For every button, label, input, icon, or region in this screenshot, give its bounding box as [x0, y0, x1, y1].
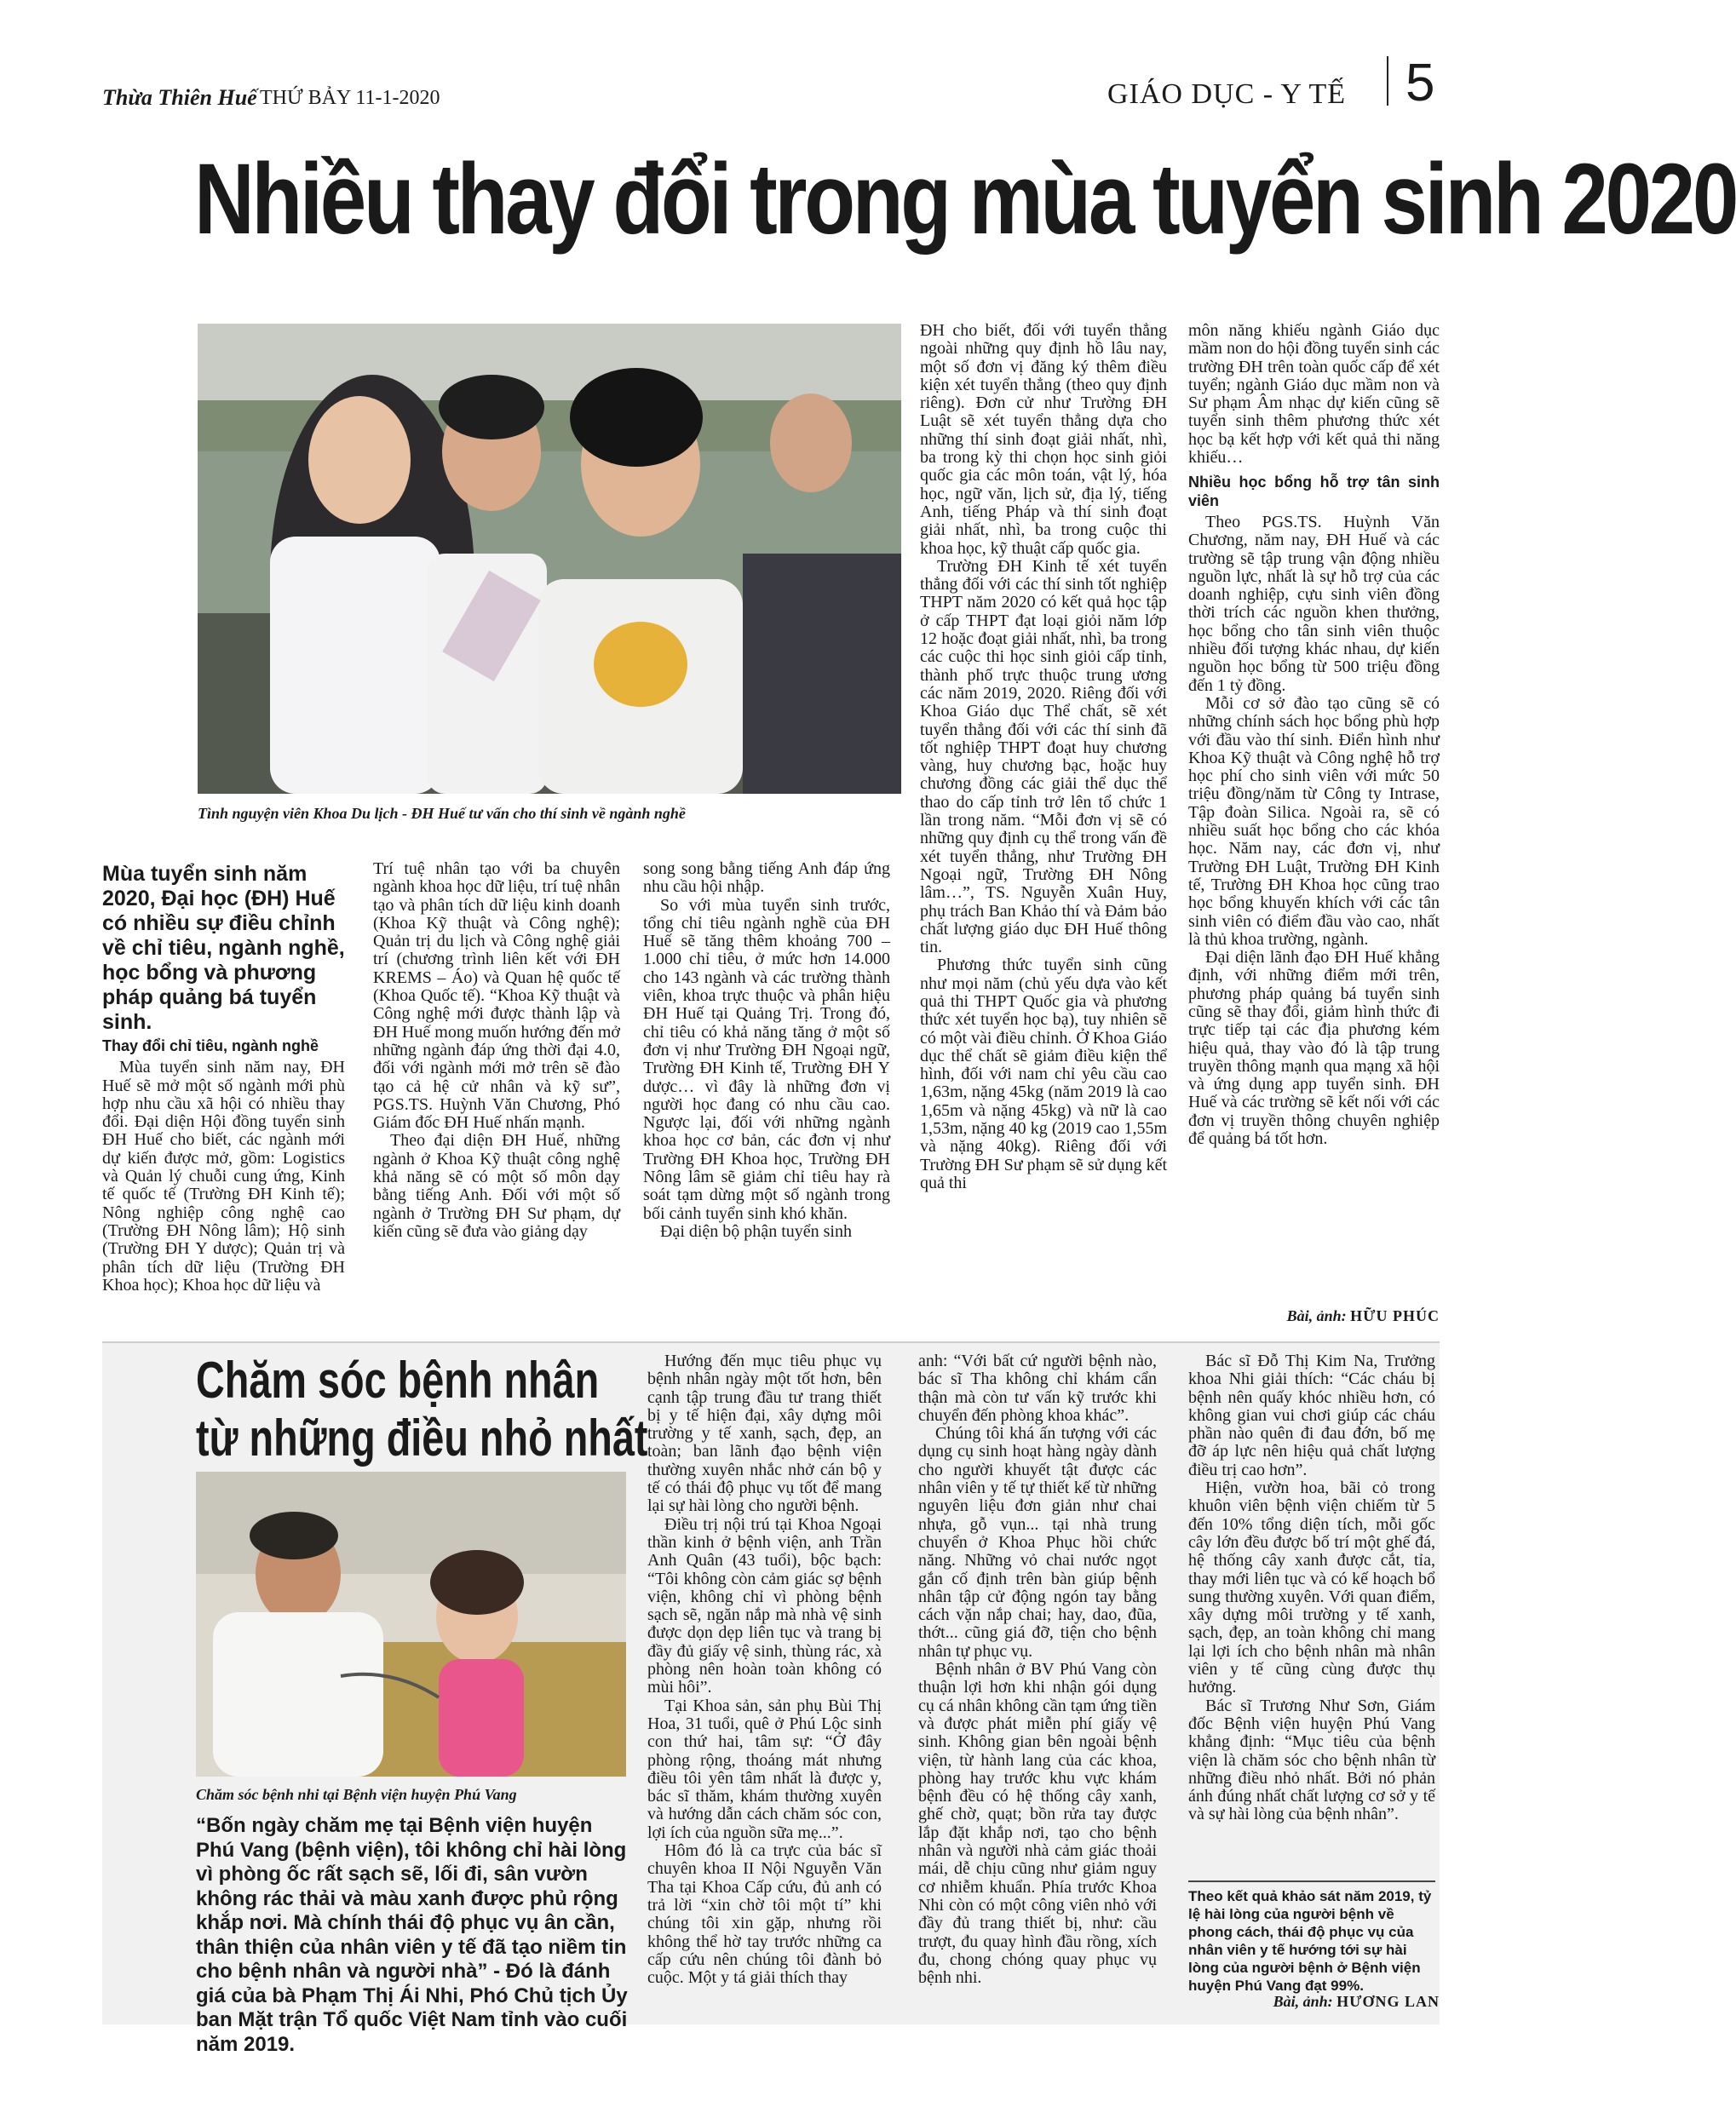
- main-column-1: [102, 1031, 345, 1329]
- box-title-line-1: Chăm sóc bệnh nhân: [196, 1352, 600, 1409]
- header-divider: [1387, 56, 1388, 106]
- box-quote: “Bốn ngày chăm mẹ tại Bệnh viện huyện Phú Vang (bệnh viện), tôi không chỉ hài lòng vì phòng ốc rất sạch sẽ, lối đi, sân vườn không rác thải và màu xanh được phủ rộng khắp nơi. Mà chính thái độ phục vụ ân cần, thân thiện của nhân viên y tế đã tạo niềm tin cho bệnh nhân và người nhà” - Đó là đánh giá của bà Phạm Thị Ái Nhi, Phó Chủ tịch Ủy ban Mặt trận Tổ quốc Việt Nam tỉnh vào cuối năm 2019.: [196, 1814, 628, 2056]
- main-col2-p2: Theo đại diện ĐH Huế, những ngành ở Khoa Kỹ thuật công nghệ khả năng sẽ có một số môn dạy bằng tiếng Anh. Đối với một số ngành ở Trường ĐH Sư phạm, dự kiến cũng sẽ đưa vào giảng dạy: [373, 1131, 620, 1241]
- box-col2-p3: Bệnh nhân ở BV Phú Vang còn thuận lợi hơn khi nhận gói dụng cụ cá nhân không cần tạm ứng tiền và được phát miễn phí giấy vệ sinh. Không gian bên ngoài bệnh viện, từ hành lang của các khoa, phòng hay trước khu vực khám bệnh đều có hệ thống cây xanh, ghế chờ, quạt; bồn rửa tay được lắp đặt khắp nơi, tạo cho bệnh nhân và người nhà cảm giác thoải mái, dễ chịu cũng như giảm nguy cơ nhiễm khuẩn. Phía trước Khoa Nhi còn có một công viên nhỏ với đầy đủ trang thiết bị, như: cầu trượt, đu quay hình đầu rồng, xích đu, chong chóng quay phục vụ bệnh nhi.: [918, 1660, 1157, 1988]
- main-photo: [198, 324, 901, 794]
- box-photo: [196, 1472, 626, 1777]
- main-col5-p4: Đại diện lãnh đạo ĐH Huế khẳng định, với những điểm mới trên, phương pháp quảng bá tuyển sinh cũng sẽ thay đổi, giảm hình thức đi trực tiếp tại các địa phương kém hiệu quả, thay vào đó là tập trung truyền thông mạnh qua mạng xã hội và ứng dụng app tuyển sinh. ĐH Huế và các trường sẽ kết nối với các đơn vị truyền thông chuyên nghiệp để quảng bá tốt hơn.: [1188, 948, 1440, 1149]
- main-col2-p1: Trí tuệ nhân tạo với ba chuyên ngành khoa học dữ liệu, trí tuệ nhân tạo và phân tích dữ liệu kinh doanh (Khoa Kỹ thuật và Công nghệ); Quản trị du lịch và Công nghệ giải trí (chương trình liên kết với ĐH KREMS – Áo) và Quan hệ quốc tế (Khoa Quốc tế). “Khoa Kỹ thuật và Công nghệ mới được thành lập và ĐH Huế mong muốn hướng đến mở những ngành đáp ứng thời đại 4.0, đối với ngành mới mở trên sẽ đào tạo cả hệ cử nhân và kỹ sư”, PGS.TS. Huỳnh Văn Chương, Phó Giám đốc ĐH Huế nhấn mạnh.: [373, 859, 620, 1133]
- survey-note: Theo kết quả khảo sát năm 2019, tỷ lệ hài lòng của người bệnh về phong cách, thái độ phục vụ của nhân viên y tế hướng tới sự hài lòng của người bệnh ở Bệnh viện huyện Phú Vang đạt 99%.: [1188, 1888, 1432, 1994]
- box-column-1: [647, 1352, 882, 2008]
- box-photo-caption: Chăm sóc bệnh nhi tại Bệnh viện huyện Phú Vang: [196, 1786, 517, 1803]
- main-col4-p1: ĐH cho biết, đối với tuyển thẳng ngoài những quy định hồ lâu nay, một số đơn vị đăng ký thêm điều kiện xét tuyển thẳng (theo quy định riêng). Đơn cử như Trường ĐH Luật sẽ xét tuyển thẳng dựa cho những thí sinh đoạt giải nhất, nhì, ba trong kỳ thi chọn học sinh giỏi quốc gia các môn toán, vật lý, hóa học, ngữ văn, lịch sử, địa lý, tiếng Anh, tiếng Pháp và thí sinh đoạt giải nhất, nhì, ba trong cuộc thi khoa học, kỹ thuật cấp quốc gia.: [920, 321, 1167, 558]
- section-name: GIÁO DỤC - Y TẾ: [1107, 78, 1347, 110]
- box-column-2: [918, 1352, 1157, 2008]
- main-col4-p2: Trường ĐH Kinh tế xét tuyển thẳng đối với các thí sinh tốt nghiệp THPT năm 2020 có kết quả học tập ở cấp THPT đạt loại giỏi năm lớp 12 hoặc đoạt giải nhất, nhì, ba trong các cuộc thi học sinh giỏi cấp tỉnh, thành phố trực thuộc trung ương các năm 2019, 2020. Riêng đối với Khoa Giáo dục Thể chất, sẽ xét tuyển thẳng đối với các thí sinh đã tốt nghiệp THPT đoạt huy chương vàng, huy chương bạc, hoặc huy chương đồng các giải thể dục thể thao do cấp tỉnh trở lên tổ chức 1 lần trong năm. “Mỗi đơn vị sẽ có những quy định cụ thể trong vấn đề xét tuyển thẳng, như Trường ĐH Ngoại ngữ, Trường ĐH Nông lâm…”, TS. Nguyễn Xuân Huy, phụ trách Ban Khảo thí và Đảm bảo chất lượng giáo dục ĐH Huế thông tin.: [920, 556, 1167, 957]
- main-headline: Nhiều thay đổi trong mùa tuyển sinh 2020: [194, 143, 1736, 256]
- box-title-line-2: từ những điều nhỏ nhất: [196, 1410, 648, 1467]
- pediatric-care-photo-illustration: [196, 1472, 626, 1777]
- paper-name: Thừa Thiên Huế: [102, 85, 257, 110]
- note-divider: [1188, 1880, 1435, 1882]
- main-col4-p3: Phương thức tuyển sinh cũng như mọi năm (chủ yếu dựa vào kết quả thi THPT Quốc gia và phương thức xét tuyển học bạ), tuy nhiên sẽ có một vài điều chỉnh. Ở Khoa Giáo dục thể chất sẽ giảm điều kiện thể hình, đối với nam chỉ yêu cầu cao 1,63m, nặng 45kg (năm 2019 là cao 1,65m và nặng 45kg) và nữ là cao 1,53m, nặng 40 kg (2019 cao 1,55m và nặng 40kg). Riêng đối với Trường ĐH Sư phạm sẽ sử dụng kết quả thi: [920, 956, 1167, 1192]
- box-col2-p2: Chúng tôi khá ấn tượng với các dụng cụ sinh hoạt hàng ngày dành cho người khuyết tật được các nhân viên y tế tự thiết kế từ những nguyên liệu đơn giản như chai nhựa, gỗ vụn... tại nhà trung chuyển ở Khoa Phục hồi chức năng. Những vỏ chai nước ngọt gắn cố định trên bàn giúp bệnh nhân tập cử động ngón tay bằng cách vặn nắp chai; hay, dao, đũa, thớt... cũng giá đỡ, tiện cho bệnh nhân tự phục vụ.: [918, 1424, 1157, 1661]
- subhead-hoc-bong: Nhiều học bổng hỗ trợ tân sinh viên: [1188, 474, 1440, 509]
- box-col1-p4: Hôm đó là ca trực của bác sĩ chuyên khoa II Nội Nguyễn Văn Tha tại Khoa Cấp cứu, đủ anh có trả lời “xin chờ tôi một tí” khi chúng tôi xin gặp, nhưng rồi không thể hờ tay trước những ca cấp cứu nên chúng tôi đành bỏ cuộc. Một y tá giải thích thay: [647, 1841, 882, 1988]
- box-byline: [1188, 1993, 1440, 2011]
- main-column-3: [643, 860, 890, 1333]
- box-col3-p3: Bác sĩ Trương Như Sơn, Giám đốc Bệnh viện huyện Phú Vang khẳng định: “Mục tiêu của bệnh viện là chăm sóc cho bệnh nhân từ những điều nhỏ nhất. Bởi nó phản ánh đúng nhất chất lượng cơ sở y tế và sự hài lòng của bệnh nhân”.: [1188, 1696, 1435, 1824]
- main-col5-p1: môn năng khiếu ngành Giáo dục mầm non do hội đồng tuyển sinh các trường ĐH trên toàn quốc cấp để xét tuyển; ngành Giáo dục mầm non và Sư phạm Âm nhạc dự kiến cũng sẽ tuyển sinh thêm phương thức xét học bạ kết hợp với kết quả thi năng khiếu…: [1188, 321, 1440, 468]
- box-byline-name: HƯƠNG LAN: [1336, 1993, 1440, 2010]
- page-number: 5: [1405, 54, 1435, 112]
- main-byline-name: HỮU PHÚC: [1350, 1307, 1440, 1324]
- box-col3-p2: Hiện, vườn hoa, bãi cỏ trong khuôn viên bệnh viện chiếm từ 5 đến 10% tổng diện tích, mỗi gốc cây lớn đều được bố trí một ghế đá, hệ thống cây xanh được cắt, tỉa, thay mới liên tục và có kế hoạch bổ sung thường xuyên. Với quan điểm, xây dựng môi trường y tế xanh, sạch, đẹp, an toàn không chỉ mang lại lợi ích cho bệnh nhân mà nhân viên y tế cũng cùng được thụ hưởng.: [1188, 1479, 1435, 1697]
- box-col1-p1: Hướng đến mục tiêu phục vụ bệnh nhân ngày một tốt hơn, bên cạnh tập trung đầu tư trang thiết bị y tế hiện đại, xây dựng môi trường y tế xanh, sạch, đẹp, an toàn; ban lãnh đạo bệnh viện thường xuyên nhắc nhở cán bộ y tế có thái độ phục vụ tốt để mang lại sự hài lòng cho người bệnh.: [647, 1352, 882, 1516]
- box-col1-p2: Điều trị nội trú tại Khoa Ngoại thần kinh ở bệnh viện, anh Trần Anh Quân (43 tuổi), bộc bạch: “Tôi không còn cảm giác sợ bệnh viện, không chỉ vì phòng bệnh sạch sẽ, ngăn nắp mà nhà vệ sinh được dọn dẹp liên tục và trang bị đầy đủ giấy vệ sinh, thùng rác, xà phòng nên hoàn toàn không có mùi hôi”.: [647, 1514, 882, 1697]
- box-column-3: [1188, 1352, 1435, 1868]
- main-sapo: Mùa tuyển sinh năm 2020, Đại học (ĐH) Huế có nhiều sự điều chỉnh về chỉ tiêu, ngành nghề, học bổng và phương pháp quảng bá tuyển sinh.: [102, 862, 345, 1034]
- main-byline: [1188, 1307, 1440, 1325]
- box-col1-p3: Tại Khoa sản, sản phụ Bùi Thị Hoa, 31 tuổi, quê ở Phú Lộc sinh con thứ hai, tâm sự: “Ở đây phòng rộng, thoáng mát nhưng điều tôi yên tâm nhất là được y, bác sĩ thăm, khám thường xuyên và hướng dẫn cách chăm sóc con, lợi ích của nguồn sữa mẹ...”.: [647, 1696, 882, 1842]
- main-col5-p2: Theo PGS.TS. Huỳnh Văn Chương, năm nay, ĐH Huế và các trường sẽ tập trung vận động nhiều nguồn lực, nhất là sự hỗ trợ của các doanh nghiệp, cựu sinh viên đồng thời trích các nguồn khen thưởng, học bổng cho tân sinh viên thuộc nhiều đối tượng khác nhau, dự kiến nguồn học bổng từ 500 triệu đồng đến 1 tỷ đồng.: [1188, 512, 1440, 695]
- box-byline-label: Bài, ảnh:: [1273, 1993, 1333, 2010]
- main-column-5: [1188, 322, 1440, 1301]
- subhead-chi-tieu: Thay đổi chỉ tiêu, ngành nghề: [102, 1037, 319, 1054]
- issue-date: THỨ BẢY 11-1-2020: [260, 87, 440, 109]
- students-photo-illustration: [198, 324, 901, 794]
- main-col5-p3: Mỗi cơ sở đào tạo cũng sẽ có những chính sách học bổng phù hợp với đầu vào thí sinh. Điển hình như Khoa Kỹ thuật và Công nghệ hỗ trợ học phí cho sinh viên với mức 50 triệu đồng/năm từ Công ty Intrase, Tập đoàn Silica. Ngoài ra, sẽ có nhiều suất học bổng cho các khóa học. Năm nay, các đơn vị, như Trường ĐH Luật, Trường ĐH Kinh tế, Trường ĐH Khoa học cũng trao học bổng khuyến khích với các tân sinh viên có điểm đầu vào cao, nhất là thủ khoa trường, ngành.: [1188, 693, 1440, 949]
- main-col1-text: Mùa tuyển sinh năm nay, ĐH Huế sẽ mở một số ngành mới phù hợp nhu cầu xã hội có nhiều thay đổi. Đại diện Hội đồng tuyển sinh ĐH Huế cho biết, các ngành mới dự kiến được mở, gồm: Logistics và Quản lý chuỗi cung ứng, Kinh tế quốc tế (Trường ĐH Kinh tế); Nông nghiệp công nghệ cao (Trường ĐH Nông lâm); Hộ sinh (Trường ĐH Y dược); Quản trị và phân tích dữ liệu (Trường ĐH Khoa học); Khoa học dữ liệu và: [102, 1058, 345, 1295]
- main-column-4: [920, 322, 1167, 1331]
- main-byline-label: Bài, ảnh:: [1286, 1307, 1347, 1324]
- main-column-2: [373, 860, 620, 1333]
- box-col2-p1: anh: “Với bất cứ người bệnh nào, bác sĩ Tha không chỉ khám cẩn thận mà còn tư vấn kỹ trước khi chuyển đến phòng khoa khác”.: [918, 1352, 1157, 1425]
- box-col3-p1: Bác sĩ Đỗ Thị Kim Na, Trưởng khoa Nhi giải thích: “Các cháu bị bệnh nên quấy khóc nhiều hơn, có không gian vui chơi giúp các cháu phần nào quên đi đau đớn, bố mẹ đỡ áp lực nên hiệu quả chất lượng điều trị cao hơn”.: [1188, 1352, 1435, 1479]
- main-photo-caption: Tình nguyện viên Khoa Du lịch - ĐH Huế tư vấn cho thí sinh về ngành nghề: [198, 805, 686, 822]
- main-col3-p2: So với mùa tuyển sinh trước, tổng chỉ tiêu ngành nghề của ĐH Huế sẽ tăng thêm khoảng 700 – 1.000 chỉ tiêu, ở mức hơn 14.000 cho 143 ngành và các trường thành viên, khoa trực thuộc và phân hiệu ĐH Huế tại Quảng Trị. Trong đó, chỉ tiêu có khả năng tăng ở một số đơn vị như Trường ĐH Ngoại ngữ, Trường ĐH Kinh tế, Trường ĐH Y dược… vì đây là những đơn vị người học đang có nhu cầu cao. Ngược lại, đối với những ngành khoa học cơ bản, các đơn vị như Trường ĐH Khoa học, Trường ĐH Nông lâm sẽ giảm chỉ tiêu hay rà soát tạm dừng một số ngành trong bối cảnh tuyển sinh khó khăn.: [643, 895, 890, 1223]
- main-col3-p1: song song bằng tiếng Anh đáp ứng nhu cầu hội nhập.: [643, 859, 890, 897]
- main-col3-p3: Đại diện bộ phận tuyển sinh: [660, 1221, 852, 1241]
